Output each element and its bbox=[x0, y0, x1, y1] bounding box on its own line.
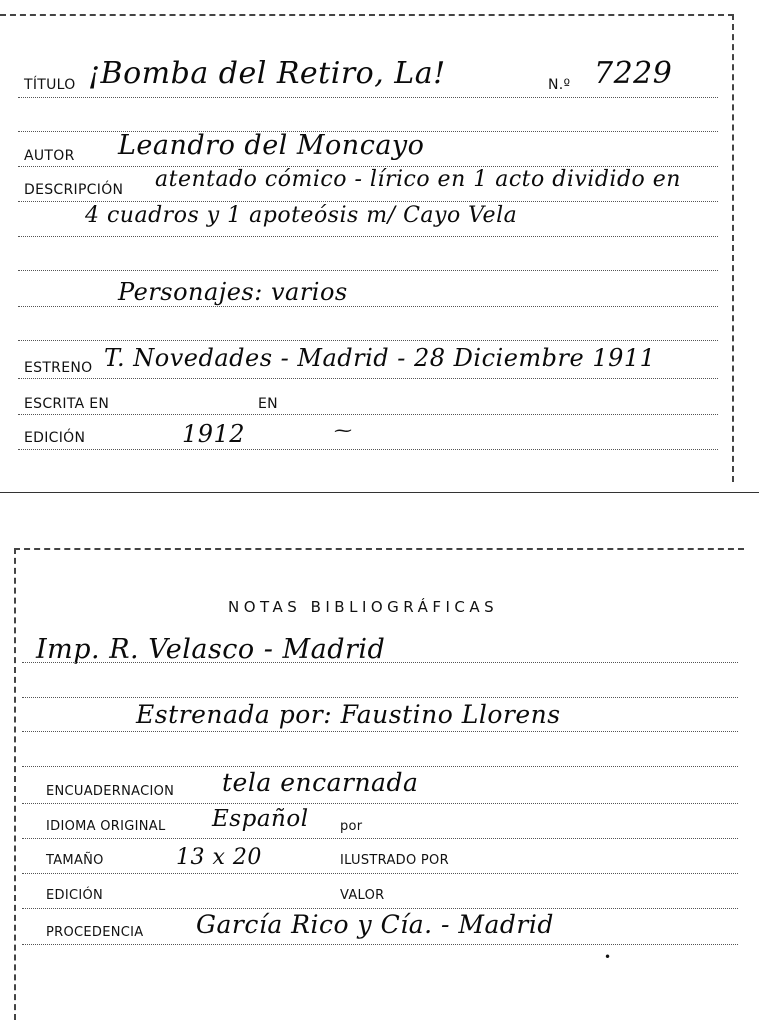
descripcion-value-line1: atentado cómico - lírico en 1 acto dividido en bbox=[155, 167, 681, 192]
personajes-value: Personajes: varios bbox=[118, 278, 348, 306]
edicion-bottom-label: EDICIÓN bbox=[46, 888, 104, 903]
titulo-line bbox=[18, 97, 718, 98]
estreno-value: T. Novedades - Madrid - 28 Diciembre 1911 bbox=[104, 344, 656, 372]
por-label: por bbox=[340, 819, 363, 834]
notas-heading: NOTAS BIBLIOGRÁFICAS bbox=[228, 598, 499, 616]
escrita-en-line bbox=[18, 414, 718, 415]
edicion-value: 1912 bbox=[182, 420, 246, 448]
numero-value: 7229 bbox=[594, 56, 673, 91]
procedencia-value: García Rico y Cía. - Madrid bbox=[196, 910, 554, 939]
personajes-line bbox=[18, 306, 718, 307]
edicion-label: EDICIÓN bbox=[24, 430, 86, 446]
procedencia-line bbox=[22, 944, 738, 945]
en-label: EN bbox=[258, 396, 278, 412]
descripcion-line-2 bbox=[18, 236, 718, 237]
idioma-original-value: Español bbox=[212, 806, 309, 832]
encuadernacion-line bbox=[22, 803, 738, 804]
notas-value-line1: Imp. R. Velasco - Madrid bbox=[36, 634, 386, 665]
idioma-line bbox=[22, 838, 738, 839]
estreno-label: ESTRENO bbox=[24, 360, 93, 376]
procedencia-label: PROCEDENCIA bbox=[46, 925, 144, 940]
descripcion-label: DESCRIPCIÓN bbox=[24, 182, 124, 198]
autor-value: Leandro del Moncayo bbox=[118, 130, 425, 161]
idioma-original-label: IDIOMA ORIGINAL bbox=[46, 819, 166, 834]
tamano-label: TAMAÑO bbox=[46, 853, 104, 868]
ink-dot: • bbox=[604, 950, 612, 964]
encuadernacion-value: tela encarnada bbox=[222, 768, 419, 797]
numero-label: N.º bbox=[548, 77, 571, 93]
escrita-en-label: ESCRITA EN bbox=[24, 396, 110, 412]
titulo-label: TÍTULO bbox=[24, 77, 76, 93]
dash-mark: ⁓ bbox=[334, 420, 352, 441]
notas-line-1 bbox=[22, 662, 738, 663]
encuadernacion-label: ENCUADERNACION bbox=[46, 784, 175, 799]
descripcion-line bbox=[18, 201, 718, 202]
blank-line-2 bbox=[18, 270, 718, 271]
card-separator bbox=[0, 492, 759, 493]
estreno-line bbox=[18, 378, 718, 379]
edicion-line bbox=[18, 449, 718, 450]
autor-label: AUTOR bbox=[24, 148, 75, 164]
notas-line-4 bbox=[22, 766, 738, 767]
tamano-value: 13 x 20 bbox=[176, 845, 262, 870]
notas-line-3 bbox=[22, 731, 738, 732]
valor-label: VALOR bbox=[340, 888, 385, 903]
ilustrado-por-label: ILUSTRADO POR bbox=[340, 853, 449, 868]
titulo-value: ¡Bomba del Retiro, La! bbox=[88, 56, 446, 91]
tamano-line bbox=[22, 873, 738, 874]
descripcion-value-line2: 4 cuadros y 1 apoteósis m/ Cayo Vela bbox=[85, 203, 518, 228]
edicion-valor-line bbox=[22, 908, 738, 909]
blank-line-3 bbox=[18, 340, 718, 341]
notas-value-line2: Estrenada por: Faustino Llorens bbox=[136, 700, 561, 729]
notas-line-2 bbox=[22, 697, 738, 698]
